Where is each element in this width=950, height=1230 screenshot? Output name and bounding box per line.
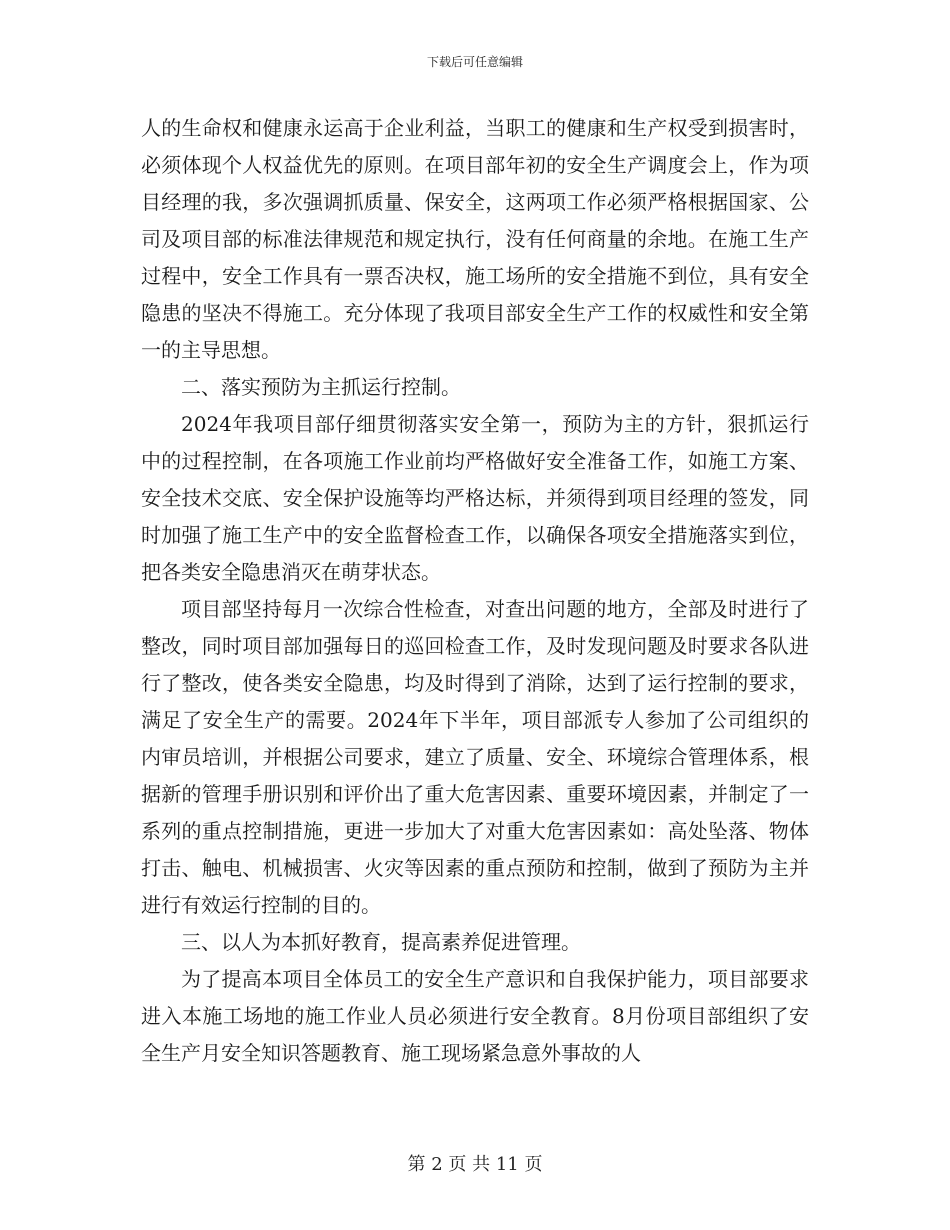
page-number-footer: 第 2 页 共 11 页 bbox=[407, 1154, 543, 1175]
section-heading: 三、以人为本抓好教育，提高素养促进管理。 bbox=[181, 930, 581, 954]
paragraph: 为了提高本项目全体员工的安全生产意识和自我保护能力，项目部要求进入本施工场地的施工作业人员必须进行安全教育。8月份项目部组织了安全生产月安全知识答题教育、施工现场紧急意外事故的人 bbox=[141, 967, 809, 1065]
page-header: 下载后可任意编辑 bbox=[426, 55, 523, 69]
section-heading: 二、落实预防为主抓运行控制。 bbox=[181, 375, 461, 399]
paragraph: 2024年我项目部仔细贯彻落实安全第一，预防为主的方针，狠抓运行中的过程控制，在各项施工作业前均严格做好安全准备工作，如施工方案、安全技术交底、安全保护设施等均严格达标，并须得到项目经理的签发，同时加强了施工生产中的安全监督检查工作，以确保各项安全措施落实到位，把各类安全隐患消灭在萌芽状态。 bbox=[141, 412, 809, 584]
paragraph: 人的生命权和健康永运高于企业利益，当职工的健康和生产权受到损害时，必须体现个人权益优先的原则。在项目部年初的安全生产调度会上，作为项目经理的我，多次强调抓质量、保安全，这两项工作必须严格根据国家、公司及项目部的标准法律规范和规定执行，没有任何商量的余地。在施工生产过程中，安全工作具有一票否决权，施工场所的安全措施不到位，具有安全隐患的坚决不得施工。充分体现了我项目部安全生产工作的权威性和安全第一的主导思想。 bbox=[141, 116, 809, 362]
paragraph: 项目部坚持每月一次综合性检查，对查出问题的地方，全部及时进行了整改，同时项目部加强每日的巡回检查工作，及时发现问题及时要求各队进行了整改，使各类安全隐患，均及时得到了消除，达到了运行控制的要求，满足了安全生产的需要。2024年下半年，项目部派专人参加了公司组织的内审员培训，并根据公司要求，建立了质量、安全、环境综合管理体系，根据新的管理手册识别和评价出了重大危害因素、重要环境因素，并制定了一系列的重点控制措施，更进一步加大了对重大危害因素如：高处坠落、物体打击、触电、机械损害、火灾等因素的重点预防和控制，做到了预防为主并进行有效运行控制的目的。 bbox=[141, 597, 809, 917]
document-body bbox=[141, 110, 809, 1072]
